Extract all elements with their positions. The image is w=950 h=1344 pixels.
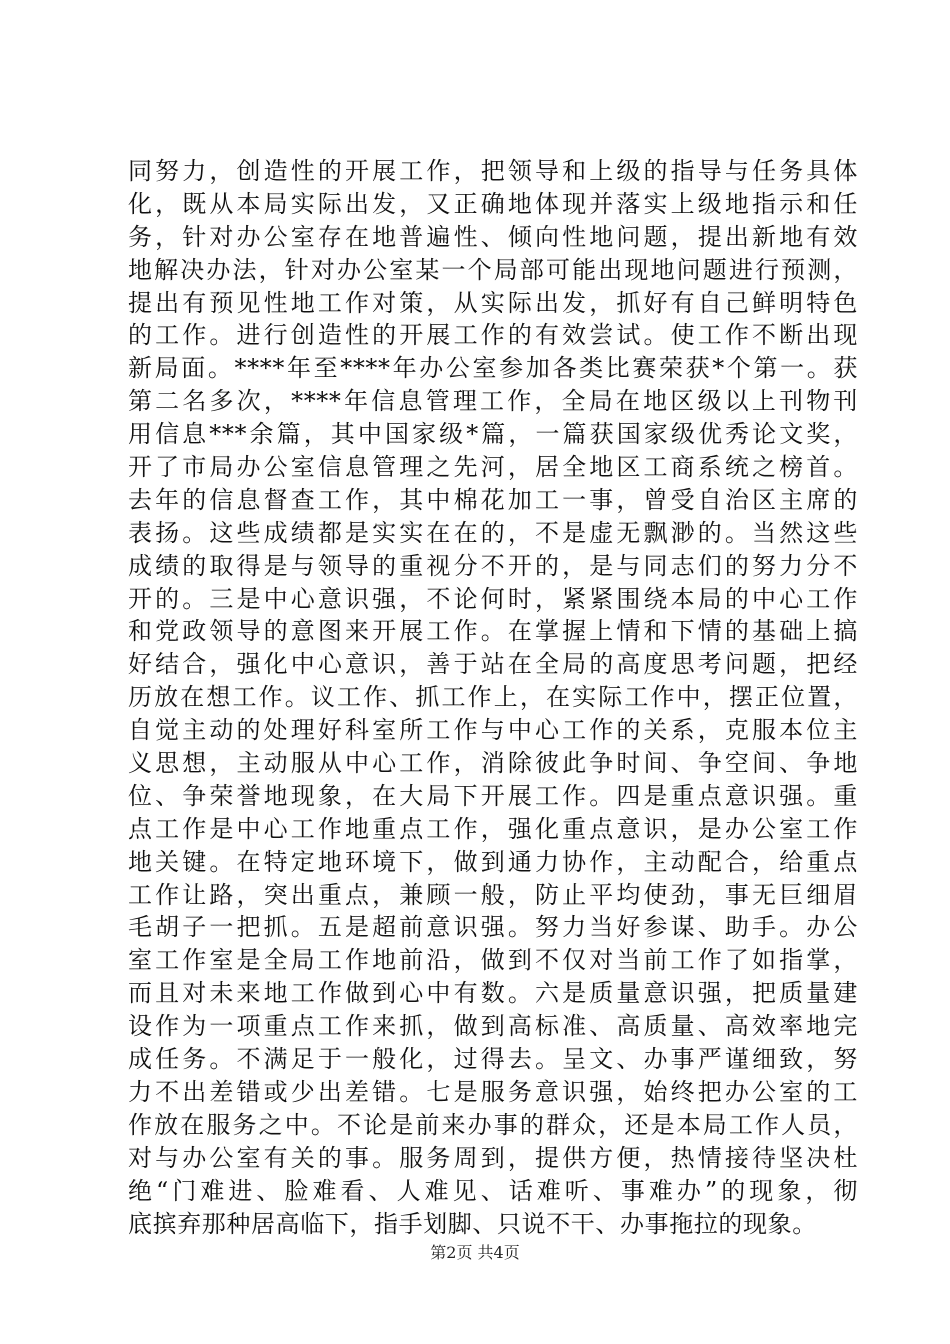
- text-line: 同努力，创造性的开展工作，把领导和上级的指导与任务具体: [128, 157, 858, 185]
- text-line: 对与办公室有关的事。服务周到，提供方便，热情接待坚决杜: [128, 1143, 858, 1172]
- text-line: 毛胡子一把抓。五是超前意识强。努力当好参谋、助手。办公: [128, 913, 858, 942]
- text-line: 自觉主动的处理好科室所工作与中心工作的关系，克服本位主: [128, 716, 858, 745]
- text-line: 务，针对办公室存在地普遍性、倾向性地问题，提出新地有效: [128, 222, 858, 251]
- text-line: 第二名多次，****年信息管理工作，全局在地区级以上刊物刊: [128, 387, 858, 416]
- text-line: 提出有预见性地工作对策，从实际出发，抓好有自己鲜明特色: [128, 288, 858, 317]
- body-text: [128, 155, 858, 1240]
- text-line: 点工作是中心工作地重点工作，强化重点意识，是办公室工作: [128, 814, 858, 843]
- text-line: 去年的信息督查工作，其中棉花加工一事，曾受自治区主席的: [128, 485, 858, 514]
- page-number-footer: 第2页 共4页: [430, 1243, 520, 1262]
- text-line: 化，既从本局实际出发，又正确地体现并落实上级地指示和任: [128, 189, 858, 218]
- text-line: 作放在服务之中。不论是前来办事的群众，还是本局工作人员，: [128, 1110, 858, 1139]
- text-line: 室工作室是全局工作地前沿，做到不仅对当前工作了如指掌，: [128, 946, 858, 975]
- text-line: 绝“门难进、脸难看、人难见、话难听、事难办”的现象，彻: [128, 1176, 858, 1205]
- text-line: 义思想，主动服从中心工作，消除彼此争时间、争空间、争地: [128, 749, 858, 778]
- text-line: 地解决办法，针对办公室某一个局部可能出现地问题进行预测，: [128, 255, 858, 284]
- text-line: 成绩的取得是与领导的重视分不开的，是与同志们的努力分不: [128, 551, 858, 580]
- text-line: 力不出差错或少出差错。七是服务意识强，始终把办公室的工: [128, 1077, 858, 1106]
- text-line: 地关键。在特定地环境下，做到通力协作，主动配合，给重点: [128, 847, 858, 876]
- text-line: 历放在想工作。议工作、抓工作上，在实际工作中，摆正位置，: [128, 683, 858, 712]
- text-line: 和党政领导的意图来开展工作。在掌握上情和下情的基础上搞: [128, 617, 858, 646]
- text-line: 表扬。这些成绩都是实实在在的，不是虚无飘渺的。当然这些: [128, 518, 858, 547]
- text-line: 位、争荣誉地现象，在大局下开展工作。四是重点意识强。重: [128, 781, 858, 810]
- text-line: 好结合，强化中心意识，善于站在全局的高度思考问题，把经: [128, 650, 858, 679]
- text-line: 而且对未来地工作做到心中有数。六是质量意识强，把质量建: [128, 979, 858, 1008]
- text-line: 开的。三是中心意识强，不论何时，紧紧围绕本局的中心工作: [128, 584, 858, 613]
- text-line: 开了市局办公室信息管理之先河，居全地区工商系统之榜首。: [128, 453, 858, 482]
- text-line: 新局面。****年至****年办公室参加各类比赛荣获*个第一。获: [128, 354, 858, 383]
- text-line: 底摈弃那种居高临下，指手划脚、只说不干、办事拖拉的现象。: [128, 1209, 817, 1238]
- text-line: 成任务。不满足于一般化，过得去。呈文、办事严谨细致，努: [128, 1045, 858, 1074]
- text-line: 设作为一项重点工作来抓，做到高标准、高质量、高效率地完: [128, 1012, 858, 1041]
- text-line: 工作让路，突出重点，兼顾一般，防止平均使劲，事无巨细眉: [128, 880, 858, 909]
- text-line: 的工作。进行创造性的开展工作的有效尝试。使工作不断出现: [128, 321, 858, 350]
- text-line: 用信息***余篇，其中国家级*篇，一篇获国家级优秀论文奖，: [128, 420, 858, 449]
